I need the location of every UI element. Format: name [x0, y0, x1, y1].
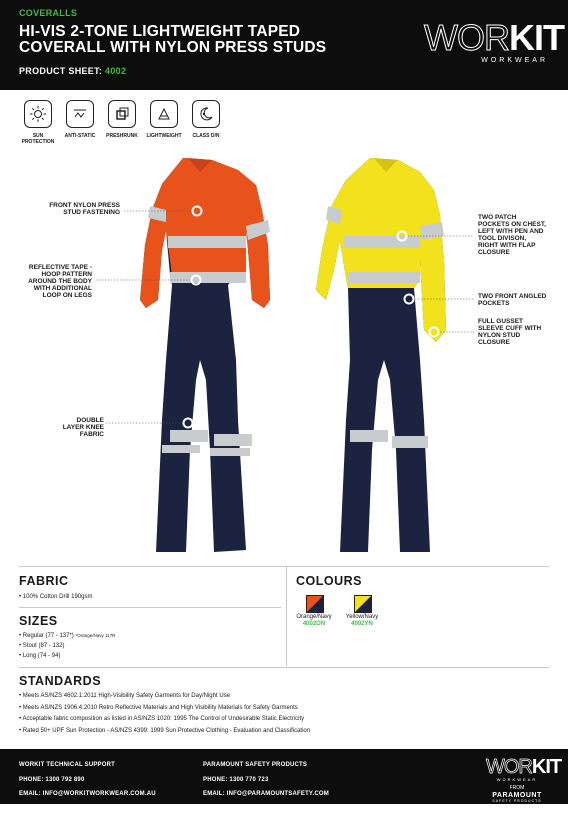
divider-top [19, 566, 549, 567]
sun-icon [24, 100, 52, 128]
feature-label: CLASS D/N [186, 133, 226, 139]
product-title [19, 24, 399, 56]
footer-phone[interactable]: PHONE: 1300 770 723 [203, 773, 329, 788]
workit-logo [424, 20, 548, 66]
feature-label: PRESHRUNK [102, 133, 142, 139]
anti-static-icon [66, 100, 94, 128]
footer-email[interactable]: EMAIL: INFO@WORKITWORKWEAR.COM.AU [19, 787, 156, 802]
divider-standards [19, 667, 549, 668]
footer-bar [0, 749, 568, 804]
divider-fabric [19, 607, 281, 608]
footer-logos [486, 757, 548, 803]
standard-item: • Rated 50+ UPF Sun Protection - AS/NZS 4399: 1999 Sun Protective Clothing - Evaluation and Classification [19, 726, 549, 738]
standard-item: • Meets AS/NZS 4602.1:2011 High-Visibility Safety Garments for Day/Night Use [19, 691, 549, 703]
colour-code: 4002ON [290, 621, 338, 628]
feature-class-dn [186, 100, 226, 139]
coverall-yellow-navy [316, 158, 446, 552]
paramount-logo: PARAMOUNT [486, 792, 548, 799]
feature-preshrunk [102, 100, 142, 139]
callout-reflective-tape: REFLECTIVE TAPE - HOOP PATTERN AROUND THE BODY WITH ADDITIONAL LOOP ON LEGS [18, 264, 92, 299]
preshrunk-icon [108, 100, 136, 128]
footer-logo-kit: KIT [532, 756, 561, 778]
header-bar [0, 0, 568, 90]
title-line-1: HI-VIS 2-TONE LIGHTWEIGHT TAPED [19, 24, 399, 40]
standard-item: • Acceptable fabric composition as listed in AS/NZS 1020: 1995 The Control of Undesirable Static Electricity [19, 714, 549, 726]
size-text: Stout (87 - 132) [23, 643, 65, 649]
product-sheet-label [19, 66, 126, 76]
coverall-orange-navy [140, 158, 270, 552]
product-code: 4002 [105, 66, 126, 76]
feature-label-2: PROTECTION [18, 139, 58, 145]
callout-front-nylon: FRONT NYLON PRESS STUD FASTENING [44, 202, 120, 216]
colour-name: Yellow/Navy [338, 614, 386, 621]
feature-label: ANTI-STATIC [60, 133, 100, 139]
logo-sub: WORKWEAR [424, 57, 548, 64]
standard-item: • Meets AS/NZS 1906.4:2010 Retro Reflective Materials and High Visibility Materials for Safety Garments [19, 703, 549, 715]
size-item [19, 631, 279, 641]
footer-from: FROM [486, 785, 548, 791]
product-label-text: PRODUCT SHEET: [19, 66, 102, 76]
footer-phone[interactable]: PHONE: 1300 792 890 [19, 773, 156, 788]
callout-angled-pockets: TWO FRONT ANGLED POCKETS [478, 293, 548, 307]
callout-gusset-cuff: FULL GUSSET SLEEVE CUFF WITH NYLON STUD CLOSURE [478, 318, 548, 346]
fabric-item: • 100% Cotton Drill 190gsm [19, 592, 279, 602]
colour-label-orange-navy [290, 614, 338, 628]
lightweight-icon [150, 100, 178, 128]
footer-heading: PARAMOUNT SAFETY PRODUCTS [203, 758, 329, 773]
callout-double-knee: DOUBLE LAYER KNEE FABRIC [56, 417, 104, 438]
logo-wor: WOR [424, 17, 509, 58]
standards-heading: STANDARDS [19, 674, 101, 688]
footer-email[interactable]: EMAIL: INFO@PARAMOUNTSAFETY.COM [203, 787, 329, 802]
colour-label-yellow-navy [338, 614, 386, 628]
footer-paramount [203, 758, 329, 816]
paramount-sub: SAFETY PRODUCTS [486, 799, 548, 803]
footer-heading: WORKIT TECHNICAL SUPPORT [19, 758, 156, 773]
feature-anti-static [60, 100, 100, 139]
size-item [19, 651, 279, 661]
colours-heading: COLOURS [296, 574, 362, 588]
logo-kit: KIT [509, 17, 564, 58]
swatch-orange-navy[interactable] [306, 595, 324, 613]
footer-website[interactable]: PARAMOUNTSAFETY.COM [203, 802, 329, 816]
sizes-heading: SIZES [19, 614, 58, 628]
divider-vertical [286, 566, 287, 666]
footer-workit-support [19, 758, 156, 816]
title-line-2: COVERALL WITH NYLON PRESS STUDS [19, 40, 399, 56]
size-item [19, 641, 279, 651]
sizes-list [19, 631, 279, 661]
footer-website[interactable]: WORKITWORKWEAR.COM.AU [19, 802, 156, 816]
swatch-yellow-navy[interactable] [354, 595, 372, 613]
colour-name: Orange/Navy [290, 614, 338, 621]
size-text: Long (74 - 94) [23, 653, 61, 659]
feature-label: SUN [18, 133, 58, 139]
fabric-list [19, 592, 279, 602]
footer-logo-wor: WOR [486, 756, 532, 778]
fabric-heading: FABRIC [19, 574, 69, 588]
day-night-icon [192, 100, 220, 128]
footer-workit-logo [486, 757, 548, 777]
size-text: Regular (77 - 137*) [23, 633, 74, 639]
size-note: *Orange/Navy 117R [75, 633, 115, 638]
feature-sun-protection [18, 100, 58, 145]
feature-lightweight [144, 100, 184, 139]
colour-code: 4002YN [338, 621, 386, 628]
standards-list [19, 691, 549, 737]
footer-logo-sub: WORKWEAR [486, 777, 548, 782]
feature-icons [18, 100, 238, 150]
feature-label: LIGHTWEIGHT [144, 133, 184, 139]
callout-patch-pockets: TWO PATCH POCKETS ON CHEST, LEFT WITH PEN AND TOOL DIVISON, RIGHT WITH FLAP CLOSURE [478, 214, 548, 256]
category-label: COVERALLS [19, 8, 77, 18]
